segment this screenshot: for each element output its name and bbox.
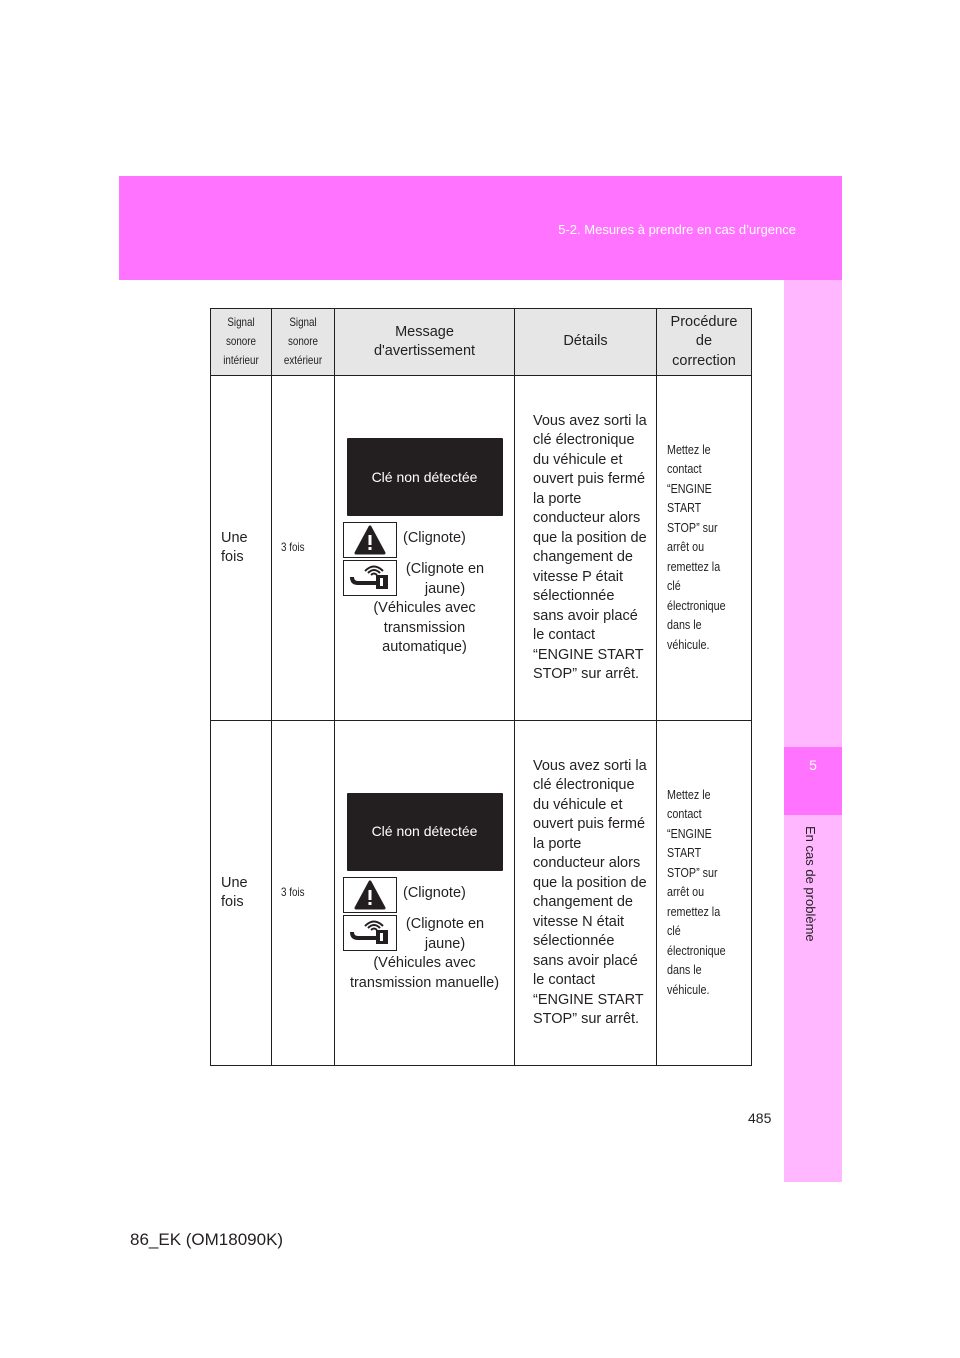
warning-table <box>210 308 752 1066</box>
exterior-signal: 3 fois <box>272 721 335 1066</box>
key-icon-label: (Clignote en jaune) <box>405 561 485 597</box>
key-icon-line <box>343 915 514 954</box>
smart-key-icon <box>343 915 397 951</box>
display-text: Clé non détectée <box>371 823 478 840</box>
table-header-row <box>211 309 752 376</box>
document-code: 86_EK (OM18090K) <box>130 1230 284 1249</box>
header-details: Détails <box>515 309 657 376</box>
table-row <box>211 376 752 721</box>
warning-message-cell <box>335 376 515 721</box>
header-exterior: Signal sonore extérieur <box>272 309 335 376</box>
correction-cell: Mettez le contact “ENGINE START STOP” sur arrêt ou remettez la clé électronique dans le véhicule. <box>657 721 752 1066</box>
warning-icon-line <box>343 522 514 558</box>
chapter-title: En cas de problème <box>803 826 818 942</box>
correction-cell: Mettez le contact “ENGINE START STOP” sur arrêt ou remettez la clé électronique dans le véhicule. <box>657 376 752 721</box>
exterior-signal: 3 fois <box>272 376 335 721</box>
warning-triangle-icon <box>343 877 397 913</box>
details-cell: Vous avez sorti la clé électronique du véhicule et ouvert puis fermé la porte conducteur alors que la position de changement de vitesse N était sélectionnée sans avoir placé le contact “ENGINE START STOP” sur arrêt. <box>515 721 657 1066</box>
key-icon-line <box>343 560 514 599</box>
section-title: 5-2. Mesures à prendre en cas d’urgence <box>558 222 796 237</box>
header-correction: Procédure de correction <box>657 309 752 376</box>
warning-icon-line <box>343 877 514 913</box>
display-text: Clé non détectée <box>371 468 478 485</box>
vehicle-note: (Véhicules avec transmission automatique) <box>373 600 476 656</box>
warning-message-cell <box>335 721 515 1066</box>
vehicle-note: (Véhicules avec transmission manuelle) <box>349 955 500 991</box>
display-screen <box>347 793 503 871</box>
warning-triangle-icon <box>343 522 397 558</box>
header-message: Message d'avertissement <box>335 309 515 376</box>
interior-signal: Une fois <box>211 721 272 1066</box>
display-screen <box>347 438 503 516</box>
chapter-side-tab <box>784 280 842 1182</box>
details-cell: Vous avez sorti la clé électronique du véhicule et ouvert puis fermé la porte conducteur alors que la position de changement de vitesse P était sélectionnée sans avoir placé le contact “ENGINE START STOP” sur arrêt. <box>515 376 657 721</box>
chapter-number: 5 <box>809 757 817 773</box>
warning-icon-label: (Clignote) <box>403 530 466 547</box>
key-icon-label: (Clignote en jaune) <box>405 916 485 952</box>
smart-key-icon <box>343 560 397 596</box>
warning-icon-label: (Clignote) <box>403 885 466 901</box>
header-band <box>119 176 842 280</box>
table-row <box>211 721 752 1066</box>
interior-signal: Une fois <box>211 376 272 721</box>
header-interior: Signal sonore intérieur <box>211 309 272 376</box>
chapter-number-box <box>784 747 842 815</box>
page-number: 485 <box>748 1110 772 1126</box>
